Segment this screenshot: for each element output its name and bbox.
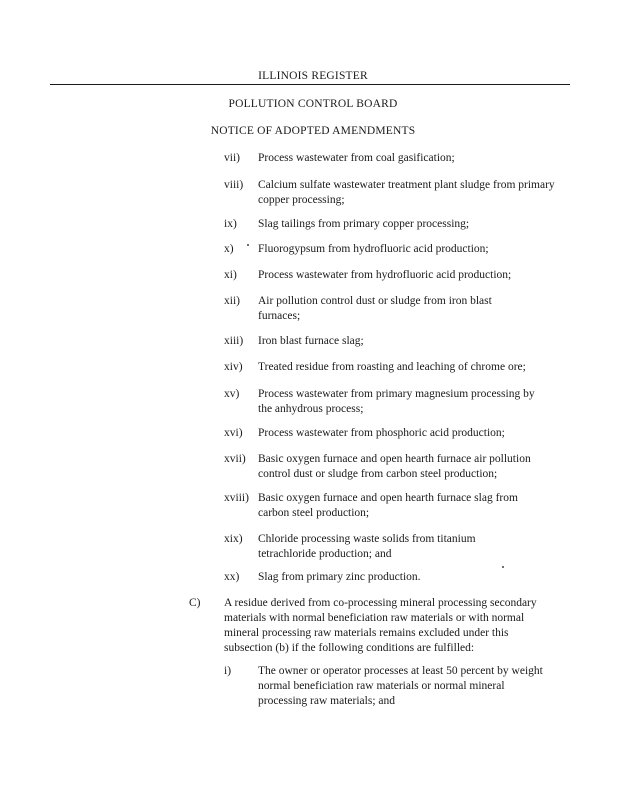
item-text: Basic oxygen furnace and open hearth furnace air pollution control dust or sludge from carbon steel production; [258,453,531,480]
item-number: ix) [224,218,237,230]
item-number: xviii) [224,492,249,504]
item-text: Basic oxygen furnace and open hearth furnace slag from carbon steel production; [258,492,518,519]
item-text: Process wastewater from hydrofluoric acid production; [258,269,512,281]
item-number: xi) [224,269,237,281]
item-text: Air pollution control dust or sludge from iron blast furnaces; [258,295,492,322]
item-number: xix) [224,533,243,545]
subsection-number: C) [189,597,201,609]
item-text: Iron blast furnace slag; [258,335,364,347]
item-text: Treated residue from roasting and leaching of chrome ore; [258,361,526,373]
board-title: POLLUTION CONTROL BOARD [228,98,398,110]
item-text: Fluorogypsum from hydrofluoric acid production; [258,243,489,255]
subitem-number: i) [224,665,232,677]
item-number: xii) [224,295,240,307]
item-number: xvi) [224,427,243,439]
item-number: xiv) [224,361,243,373]
subsection-text: A residue derived from co-processing mineral processing secondary materials with normal beneficiation raw materials or with normal mineral processing raw materials remains excluded under this subsection (b) if the following conditions are fulfilled: [224,597,537,654]
scan-speck [247,244,249,246]
item-text: Process wastewater from primary magnesium processing by the anhydrous process; [258,388,535,415]
header-rule [50,84,570,85]
register-title: ILLINOIS REGISTER [258,70,368,82]
subitem-text: The owner or operator processes at least 50 percent by weight normal beneficiation raw materials or normal mineral processing raw materials; and [258,665,543,707]
item-text: Process wastewater from coal gasification; [258,152,455,164]
item-number: xvii) [224,453,246,465]
item-text: Slag from primary zinc production. [258,571,421,583]
item-text: Calcium sulfate wastewater treatment plant sludge from primary copper processing; [258,179,555,206]
scan-speck [502,566,504,568]
item-number: xiii) [224,335,244,347]
item-number: xx) [224,571,240,583]
item-text: Slag tailings from primary copper processing; [258,218,470,230]
item-number: x) [224,243,234,255]
item-number: vii) [224,152,240,164]
item-text: Process wastewater from phosphoric acid production; [258,427,505,439]
item-number: xv) [224,388,240,400]
item-text: Chloride processing waste solids from titanium tetrachloride production; and [258,533,476,560]
item-number: viii) [224,179,244,191]
notice-title: NOTICE OF ADOPTED AMENDMENTS [210,125,416,137]
